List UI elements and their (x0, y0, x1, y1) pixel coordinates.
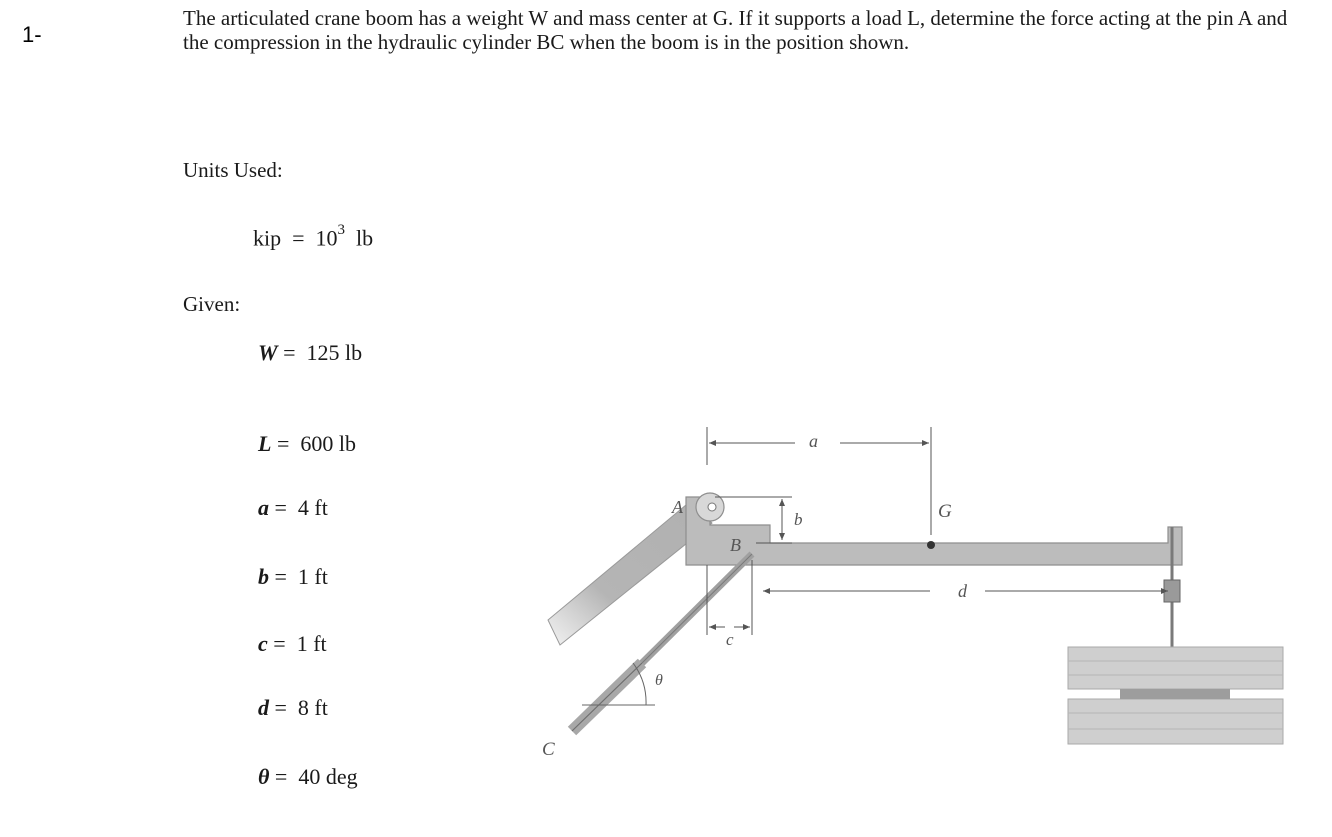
kip-base: 10 (315, 225, 338, 251)
crane-boom-figure (520, 415, 1310, 805)
cylinder-rod-outline (640, 554, 752, 665)
boom (686, 497, 1182, 565)
label-d: d (958, 581, 967, 601)
given-b-symbol: b (258, 564, 269, 589)
given-L-value: 600 lb (300, 431, 356, 456)
label-B: B (730, 535, 741, 555)
given-L: L = 600 lb (258, 431, 356, 456)
given-W-symbol: W (258, 340, 278, 365)
units-heading: Units Used: (183, 158, 283, 182)
given-b: b = 1 ft (258, 564, 328, 589)
given-W-value: 125 lb (306, 340, 363, 365)
given-c: c = 1 ft (258, 631, 327, 656)
given-theta: θ = 40 deg (258, 764, 358, 789)
load-bottom (1068, 699, 1283, 744)
given-L-symbol: L (258, 431, 272, 456)
given-W: W = 125 lb (258, 340, 363, 365)
label-theta: θ (655, 672, 663, 689)
given-c-value: 1 ft (296, 631, 327, 656)
given-b-value: 1 ft (297, 564, 328, 589)
given-d: d = 8 ft (258, 695, 328, 720)
given-heading: Given: (183, 292, 241, 316)
label-C: C (542, 739, 555, 760)
given-d-value: 8 ft (297, 695, 328, 720)
given-c-symbol: c (258, 631, 268, 656)
pin-A-center (708, 503, 716, 511)
given-a-value: 4 ft (297, 495, 328, 520)
cylinder-barrel-outline (572, 663, 642, 731)
kip-eq: = (292, 225, 305, 251)
label-c: c (726, 630, 734, 649)
problem-number: 1- (22, 22, 42, 47)
given-a: a = 4 ft (258, 495, 328, 520)
given-theta-symbol: θ (258, 764, 270, 789)
kip-definition (253, 222, 374, 251)
label-G: G (938, 501, 952, 522)
load-top (1068, 647, 1283, 689)
given-d-symbol: d (258, 695, 269, 720)
mass-center-G (927, 541, 935, 549)
load-spacer (1120, 689, 1230, 699)
label-A: A (672, 497, 683, 517)
problem-statement: The articulated crane boom has a weight W and mass center at G. If it supports a load L, determine the force acting at the pin A and the compression in the hydraulic cylinder BC when the boom is in the position shown. (183, 6, 1288, 54)
kip-unit: lb (356, 225, 374, 251)
label-b: b (794, 510, 803, 529)
kip-lhs: kip (253, 225, 282, 251)
given-a-symbol: a (258, 495, 269, 520)
given-theta-value: 40 deg (298, 764, 358, 789)
kip-exponent: 3 (337, 222, 346, 238)
label-a: a (809, 431, 818, 451)
